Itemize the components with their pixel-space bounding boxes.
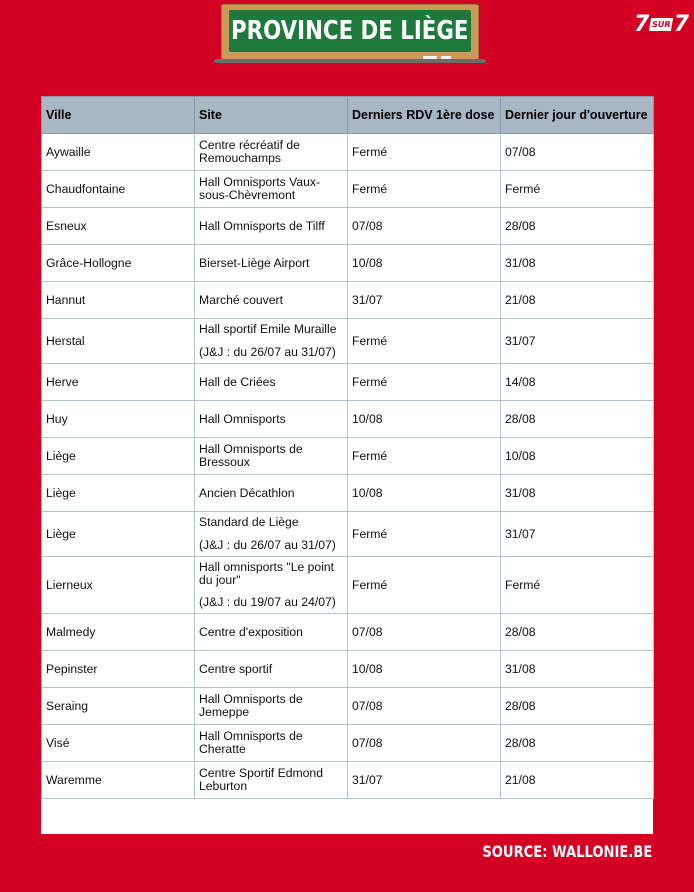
cell-ville-text: Lierneux	[46, 577, 93, 592]
cell-site	[195, 688, 348, 725]
cell-dernier-text: 31/08	[505, 661, 536, 676]
cell-site	[195, 134, 348, 171]
cell-dernier	[501, 282, 654, 319]
cell-dernier-text: 21/08	[505, 292, 536, 307]
cell-dernier	[501, 245, 654, 282]
cell-ville	[42, 688, 195, 725]
cell-rdv-text: 07/08	[352, 624, 383, 639]
cell-site-text: Bierset-Liège Airport	[199, 255, 310, 270]
cell-rdv-text: 07/08	[352, 735, 383, 750]
cell-site-text: Centre d'exposition	[199, 624, 303, 639]
cell-ville	[42, 651, 195, 688]
header-ville: Ville	[42, 97, 195, 134]
chalk-piece	[423, 56, 437, 59]
cell-dernier	[501, 762, 654, 799]
cell-ville-text: Pepinster	[46, 661, 98, 676]
cell-dernier-text: Fermé	[505, 577, 541, 592]
cell-dernier	[501, 688, 654, 725]
cell-rdv	[348, 688, 501, 725]
cell-ville-text: Visé	[46, 735, 70, 750]
table-row	[42, 438, 654, 475]
cell-dernier	[501, 319, 654, 364]
cell-site	[195, 282, 348, 319]
cell-ville-text: Waremme	[46, 772, 102, 787]
header-dernier: Dernier jour d'ouverture	[501, 97, 654, 134]
table-row	[42, 282, 654, 319]
table-row	[42, 319, 654, 364]
cell-rdv-text: Fermé	[352, 333, 388, 348]
table-row	[42, 208, 654, 245]
cell-ville-text: Hannut	[46, 292, 86, 307]
cell-site	[195, 557, 348, 614]
chalkboard-ledge	[214, 59, 486, 63]
cell-ville	[42, 171, 195, 208]
cell-rdv	[348, 171, 501, 208]
cell-dernier	[501, 364, 654, 401]
cell-rdv	[348, 651, 501, 688]
cell-ville-text: Esneux	[46, 218, 87, 233]
cell-dernier	[501, 208, 654, 245]
cell-dernier-text: 28/08	[505, 624, 536, 639]
cell-dernier-text: 21/08	[505, 772, 536, 787]
cell-ville	[42, 475, 195, 512]
cell-site	[195, 512, 348, 557]
cell-dernier	[501, 557, 654, 614]
cell-site	[195, 614, 348, 651]
cell-ville-text: Liège	[46, 526, 76, 541]
cell-site	[195, 171, 348, 208]
logo-right: 7	[673, 11, 690, 37]
chalk-piece	[441, 56, 451, 59]
table-row	[42, 245, 654, 282]
cell-rdv	[348, 208, 501, 245]
cell-ville	[42, 319, 195, 364]
cell-site	[195, 364, 348, 401]
cell-site-text: Hall de Criées	[199, 374, 276, 389]
table-row	[42, 364, 654, 401]
cell-site	[195, 651, 348, 688]
cell-dernier-text: 07/08	[505, 144, 536, 159]
cell-site-note: (J&J : du 26/07 au 31/07)	[199, 538, 336, 552]
cell-site-text: Centre sportif	[199, 661, 273, 676]
cell-rdv	[348, 364, 501, 401]
cell-site	[195, 245, 348, 282]
cell-site-note: (J&J : du 26/07 au 31/07)	[199, 345, 336, 359]
cell-rdv	[348, 438, 501, 475]
table-row	[42, 401, 654, 438]
cell-ville	[42, 725, 195, 762]
cell-rdv	[348, 475, 501, 512]
cell-ville-text: Grâce-Hollogne	[46, 255, 132, 270]
cell-ville	[42, 245, 195, 282]
cell-site-text: Hall Omnisports Vaux-sous-Chèvremont	[199, 175, 321, 202]
table-row	[42, 134, 654, 171]
cell-dernier-text: 31/07	[505, 526, 536, 541]
table-row	[42, 512, 654, 557]
cell-rdv-text: 10/08	[352, 255, 383, 270]
cell-rdv-text: 31/07	[352, 772, 383, 787]
cell-site	[195, 438, 348, 475]
cell-site-text: Hall sportif Emile Muraille	[199, 322, 337, 337]
cell-rdv-text: Fermé	[352, 144, 388, 159]
cell-ville-text: Huy	[46, 411, 68, 426]
cell-rdv	[348, 725, 501, 762]
logo-middle: SUR	[649, 18, 674, 31]
cell-site-text: Centre Sportif Edmond Leburton	[199, 766, 323, 793]
cell-rdv-text: Fermé	[352, 577, 388, 592]
cell-dernier	[501, 134, 654, 171]
cell-site-text: Centre récréatif de Remouchamps	[199, 138, 300, 165]
cell-dernier-text: 31/07	[505, 333, 536, 348]
cell-rdv-text: Fermé	[352, 374, 388, 389]
cell-rdv-text: Fermé	[352, 448, 388, 463]
cell-site	[195, 725, 348, 762]
logo-left: 7	[634, 11, 650, 37]
cell-site-text: Standard de Liège	[199, 515, 299, 530]
cell-dernier	[501, 512, 654, 557]
cell-ville-text: Seraing	[46, 698, 89, 713]
cell-dernier	[501, 651, 654, 688]
header-site: Site	[195, 97, 348, 134]
cell-ville	[42, 762, 195, 799]
table-row	[42, 557, 654, 614]
cell-rdv-text: 31/07	[352, 292, 383, 307]
cell-rdv	[348, 762, 501, 799]
cell-ville	[42, 208, 195, 245]
cell-ville-text: Aywaille	[46, 144, 91, 159]
vaccination-table	[41, 96, 654, 799]
cell-ville-text: Malmedy	[46, 624, 96, 639]
title-board	[221, 4, 479, 60]
cell-site-text: Hall Omnisports de Cheratte	[199, 729, 303, 756]
cell-rdv	[348, 319, 501, 364]
cell-rdv	[348, 245, 501, 282]
table-panel	[41, 96, 653, 834]
cell-rdv-text: 10/08	[352, 485, 383, 500]
cell-rdv-text: 07/08	[352, 698, 383, 713]
table-header-row	[42, 97, 654, 134]
cell-site-text: Hall Omnisports	[199, 411, 286, 426]
table-row	[42, 171, 654, 208]
cell-ville	[42, 614, 195, 651]
cell-site	[195, 762, 348, 799]
table-row	[42, 475, 654, 512]
chalkboard	[229, 10, 471, 52]
table-row	[42, 688, 654, 725]
cell-rdv	[348, 282, 501, 319]
cell-rdv	[348, 401, 501, 438]
cell-dernier-text: 28/08	[505, 698, 536, 713]
cell-dernier-text: Fermé	[505, 181, 541, 196]
source-label: SOURCE: WALLONIE.BE	[482, 842, 652, 861]
cell-site-note: (J&J : du 19/07 au 24/07)	[199, 595, 336, 610]
cell-ville	[42, 512, 195, 557]
table-row	[42, 762, 654, 799]
cell-dernier-text: 28/08	[505, 735, 536, 750]
cell-site	[195, 208, 348, 245]
cell-rdv	[348, 512, 501, 557]
table-row	[42, 651, 654, 688]
cell-rdv-text: 10/08	[352, 411, 383, 426]
cell-site-text: Marché couvert	[199, 292, 283, 307]
cell-rdv	[348, 614, 501, 651]
cell-dernier-text: 28/08	[505, 411, 536, 426]
cell-ville-text: Liège	[46, 448, 76, 463]
cell-site-text: Hall omnisports "Le point du jour"	[199, 559, 335, 587]
cell-dernier	[501, 401, 654, 438]
cell-ville-text: Chaudfontaine	[46, 181, 126, 196]
cell-dernier	[501, 614, 654, 651]
cell-ville	[42, 134, 195, 171]
cell-dernier	[501, 438, 654, 475]
cell-dernier	[501, 171, 654, 208]
cell-ville	[42, 401, 195, 438]
table-row	[42, 725, 654, 762]
cell-rdv	[348, 134, 501, 171]
cell-dernier-text: 31/08	[505, 485, 536, 500]
cell-ville	[42, 438, 195, 475]
cell-site-text: Hall Omnisports de Bressoux	[199, 442, 303, 469]
cell-site	[195, 319, 348, 364]
cell-site-text: Ancien Décathlon	[199, 485, 295, 500]
cell-rdv-text: 07/08	[352, 218, 383, 233]
cell-site	[195, 401, 348, 438]
header-rdv: Derniers RDV 1ère dose	[348, 97, 501, 134]
cell-dernier	[501, 475, 654, 512]
cell-ville-text: Herstal	[46, 333, 85, 348]
cell-site	[195, 475, 348, 512]
cell-rdv-text: Fermé	[352, 181, 388, 196]
cell-rdv-text: Fermé	[352, 526, 388, 541]
cell-dernier-text: 14/08	[505, 374, 536, 389]
cell-dernier	[501, 725, 654, 762]
cell-ville-text: Liège	[46, 485, 76, 500]
cell-site-text: Hall Omnisports de Tilff	[199, 218, 325, 233]
cell-rdv	[348, 557, 501, 614]
cell-ville	[42, 364, 195, 401]
cell-dernier-text: 31/08	[505, 255, 536, 270]
cell-rdv-text: 10/08	[352, 661, 383, 676]
cell-ville-text: Herve	[46, 374, 79, 389]
brand-logo	[634, 12, 689, 36]
cell-site-text: Hall Omnisports de Jemeppe	[199, 692, 303, 719]
cell-dernier-text: 28/08	[505, 218, 536, 233]
page-title: PROVINCE DE LIÈGE	[231, 16, 469, 46]
cell-ville	[42, 282, 195, 319]
cell-ville	[42, 557, 195, 614]
table-row	[42, 614, 654, 651]
cell-dernier-text: 10/08	[505, 448, 536, 463]
